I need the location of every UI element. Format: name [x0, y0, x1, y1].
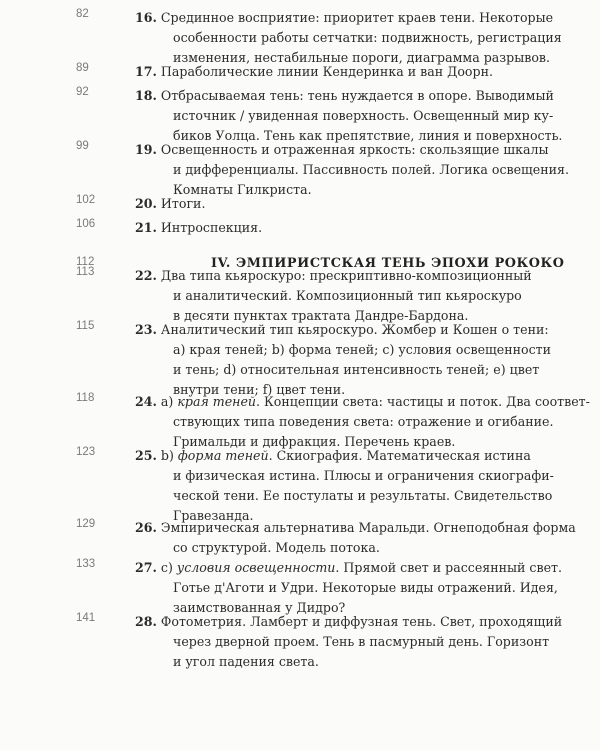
page-number: 92	[76, 86, 89, 98]
entry-text	[135, 86, 563, 146]
entry-number: 23.	[135, 322, 157, 337]
entry-line	[135, 612, 563, 632]
line-text: через дверной проем. Тень в пасмурный день. Горизонт	[173, 634, 550, 649]
entry-line	[135, 558, 562, 578]
page-number: 141	[76, 612, 96, 624]
page-number: 99	[76, 140, 89, 152]
line-text: заимствованная у Дидро?	[173, 600, 346, 615]
entry-number: 21.	[135, 220, 157, 235]
line-text: ствующих типа поведения света: отражение и огибание.	[173, 414, 554, 429]
line-text: Срединное восприятие: приоритет краев тени. Некоторые	[156, 10, 554, 25]
entry-text	[135, 446, 555, 526]
entry-number: 26.	[135, 520, 157, 535]
line-text: и угол падения света.	[173, 654, 319, 669]
page-number: 133	[76, 558, 96, 570]
entry-text	[135, 392, 590, 452]
line-text: Итоги.	[156, 196, 206, 211]
entry-text	[135, 8, 562, 68]
line-text: изменения, нестабильные пороги, диаграмма разрывов.	[173, 50, 551, 65]
entry-number: 22.	[135, 268, 157, 283]
entry-text	[135, 612, 563, 672]
entry-line	[135, 218, 555, 238]
line-text: и тень; d) относительная интенсивность теней; e) цвет	[173, 362, 540, 377]
entry-line	[135, 320, 555, 340]
italic-term: условия освещенности	[176, 560, 336, 575]
italic-term: края теней	[177, 394, 257, 409]
entry-number: 20.	[135, 196, 157, 211]
line-text-rest: . Прямой свет и рассеянный свет.	[335, 560, 562, 575]
entry-text	[135, 558, 562, 618]
line-text: a) края теней; b) форма теней; c) условия освещенности	[173, 342, 551, 357]
line-text: a)	[156, 394, 178, 409]
line-text: ческой тени. Ее постулаты и результаты. Свидетельство	[173, 488, 553, 503]
entry-line	[135, 86, 555, 106]
entry-line	[135, 486, 555, 506]
line-text-rest: . Концепции света: частицы и поток. Два соответ-	[256, 394, 590, 409]
entry-line	[135, 28, 562, 48]
line-text: Эмпирическая альтернатива Маральди. Огнеподобная форма	[156, 520, 576, 535]
section-page-number: 112	[76, 256, 95, 268]
entry-line	[135, 392, 590, 412]
line-text: Параболические линии Кендеринка и ван Доорн.	[156, 64, 493, 79]
line-text: и дифференциалы. Пассивность полей. Логика освещения.	[173, 162, 569, 177]
entry-number: 25.	[135, 448, 157, 463]
entry-line	[135, 140, 555, 160]
entry-text	[135, 320, 555, 400]
line-text: источник / увиденная поверхность. Освещенный мир ку-	[173, 108, 554, 123]
entry-text	[135, 62, 555, 82]
entry-number: 27.	[135, 560, 157, 575]
entry-line	[135, 266, 555, 286]
line-text: c)	[156, 560, 177, 575]
entry-line	[135, 412, 555, 432]
page-number: 123	[76, 446, 96, 458]
entry-line	[135, 578, 558, 598]
page-number: 89	[76, 62, 89, 74]
page-number: 82	[76, 8, 89, 20]
page-number: 106	[76, 218, 96, 230]
entry-line	[135, 446, 555, 466]
entry-number: 24.	[135, 394, 157, 409]
entry-line	[135, 518, 576, 538]
entry-text	[135, 266, 555, 326]
page-number: 102	[76, 194, 96, 206]
entry-line	[135, 360, 555, 380]
line-text: Два типа кьяроскуро: прескриптивно-композиционный	[156, 268, 532, 283]
entry-text	[135, 194, 555, 214]
entry-line	[135, 62, 555, 82]
line-text: b)	[156, 448, 178, 463]
page-number: 118	[76, 392, 95, 404]
entry-text	[135, 518, 576, 558]
entry-line	[135, 652, 555, 672]
entry-line	[135, 194, 555, 214]
entry-line	[135, 286, 555, 306]
line-text: Освещенность и отраженная яркость: скользящие шкалы	[156, 142, 549, 157]
entry-number: 17.	[135, 64, 157, 79]
section-title: IV. ЭМПИРИСТСКАЯ ТЕНЬ ЭПОХИ РОКОКО	[211, 256, 565, 271]
entry-line	[135, 106, 555, 126]
entry-number: 16.	[135, 10, 157, 25]
entry-text	[135, 140, 569, 200]
line-text: и физическая истина. Плюсы и ограничения скиографи-	[173, 468, 554, 483]
line-text: Фотометрия. Ламберт и диффузная тень. Свет, проходящий	[156, 614, 563, 629]
entry-text	[135, 218, 555, 238]
line-text: Гримальди и дифракция. Перечень краев.	[173, 434, 456, 449]
line-text: Отбрасываемая тень: тень нуждается в опоре. Выводимый	[156, 88, 554, 103]
entry-line	[135, 632, 555, 652]
line-text: Готье д'Аготи и Удри. Некоторые виды отражений. Идея,	[173, 580, 558, 595]
line-text: биков Уолца. Тень как препятствие, линия и поверхность.	[173, 128, 563, 143]
line-text-rest: . Скиография. Математическая истина	[268, 448, 531, 463]
line-text: Гравезанда.	[173, 508, 254, 523]
line-text: внутри тени; f) цвет тени.	[173, 382, 346, 397]
line-text: и аналитический. Композиционный тип кьяроскуро	[173, 288, 522, 303]
entry-line	[135, 160, 569, 180]
entry-line	[135, 340, 555, 360]
page-number: 129	[76, 518, 96, 530]
entry-number: 19.	[135, 142, 157, 157]
entry-line	[135, 8, 555, 28]
italic-term: форма теней	[177, 448, 269, 463]
line-text: в десяти пунктах трактата Дандре-Бардона.	[173, 308, 469, 323]
entry-line	[135, 538, 555, 558]
line-text: особенности работы сетчатки: подвижность, регистрация	[173, 30, 562, 45]
line-text: Аналитический тип кьяроскуро. Жомбер и Кошен о тени:	[156, 322, 549, 337]
entry-number: 18.	[135, 88, 157, 103]
line-text: Интроспекция.	[156, 220, 263, 235]
line-text: со структурой. Модель потока.	[173, 540, 380, 555]
entry-line	[135, 466, 555, 486]
line-text: Комнаты Гилкриста.	[173, 182, 312, 197]
page-number: 115	[76, 320, 95, 332]
entry-number: 28.	[135, 614, 157, 629]
page-number: 113	[76, 266, 95, 278]
